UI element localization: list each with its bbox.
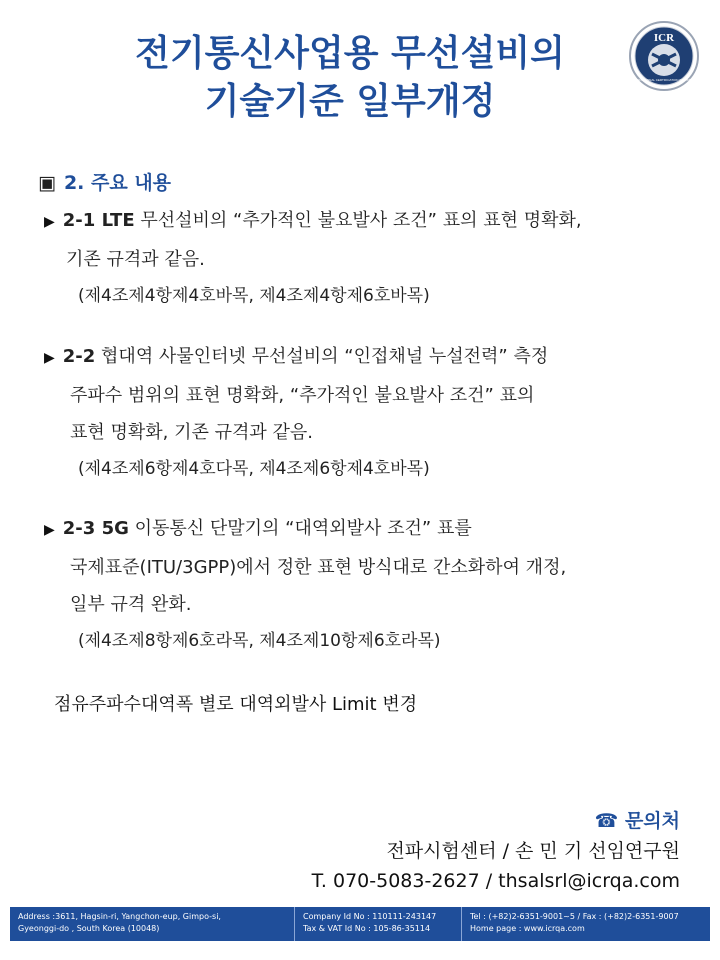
section-label: 2. 주요 내용 — [63, 172, 172, 194]
item-line-2: 주파수 범위의 표현 명확화, “추가적인 불요발사 조건” 표의 — [70, 385, 535, 406]
footer-tel-line: Tel : (+82)2-6351-9001~5 / Fax : (+82)2-6351-9007 — [470, 912, 679, 921]
phone-icon: ☎ — [594, 810, 619, 832]
footer-company-line-1: Company Id No : 110111-243147 — [303, 912, 437, 921]
summary-note: 점유주파수대역폭 별로 대역외발사 Limit 변경 — [54, 694, 418, 715]
contact-heading: 문의처 — [624, 810, 680, 832]
item-line-3: 표현 명확화, 기존 규격과 같음. — [70, 422, 313, 443]
item-number: 2-3 5G — [62, 518, 129, 539]
footer-address-line-2: Gyeonggi-do , South Korea (10048) — [18, 924, 160, 933]
section-box-icon: ▣ — [38, 172, 56, 194]
title-line-2: 기술기준 일부개정 — [204, 81, 496, 122]
section-heading — [38, 168, 171, 195]
footer-address-line-1: Address :3611, Hagsin-ri, Yangchon-eup, Gimpo-si, — [18, 912, 221, 921]
logo-subtext: INTERNATIONAL CERTIFICATION REGISTRAR — [631, 78, 697, 82]
list-item — [44, 510, 566, 660]
page-title — [0, 30, 700, 126]
logo-text: ICR — [653, 32, 675, 44]
item-reference: (제4조제8항제6호라목, 제4조제10항제6호라목) — [78, 631, 441, 651]
item-line-1: 무선설비의 “추가적인 불요발사 조건” 표의 표현 명확화, — [140, 210, 582, 231]
item-line-1: 이동통신 단말기의 “대역외발사 조건” 표를 — [134, 518, 472, 539]
item-line-2: 국제표준(ITU/3GPP)에서 정한 표현 방식대로 간소화하여 개정, — [70, 557, 567, 578]
footer-contact — [462, 907, 708, 941]
triangle-bullet-icon: ▶ — [44, 522, 55, 538]
contact-person: 전파시험센터 / 손 민 기 선임연구원 — [386, 840, 680, 862]
list-item — [44, 202, 582, 315]
contact-line: T. 070-5083-2627 / thsalsrl@icrqa.com — [311, 870, 680, 892]
footer-bar — [10, 907, 710, 941]
footer-company-line-2: Tax & VAT Id No : 105-86-35114 — [303, 924, 431, 933]
triangle-bullet-icon: ▶ — [44, 214, 55, 230]
item-reference: (제4조제6항제4호다목, 제4조제6항제4호바목) — [78, 459, 430, 479]
footer-address — [10, 907, 295, 941]
icr-logo — [628, 20, 700, 92]
item-number: 2-1 LTE — [62, 210, 135, 231]
item-line-3: 일부 규격 완화. — [70, 594, 192, 615]
contact-block — [312, 806, 680, 896]
footer-homepage-line: Home page : www.icrqa.com — [470, 924, 585, 933]
title-line-1: 전기통신사업용 무선설비의 — [135, 33, 565, 74]
item-reference: (제4조제4항제4호바목, 제4조제4항제6호바목) — [78, 286, 430, 306]
item-line-2: 기존 규격과 같음. — [66, 249, 205, 270]
triangle-bullet-icon: ▶ — [44, 350, 55, 366]
item-number: 2-2 — [62, 346, 96, 367]
item-line-1: 협대역 사물인터넷 무선설비의 “인접채널 누설전력” 측정 — [101, 346, 549, 367]
footer-company — [295, 907, 462, 941]
list-item — [44, 338, 548, 488]
